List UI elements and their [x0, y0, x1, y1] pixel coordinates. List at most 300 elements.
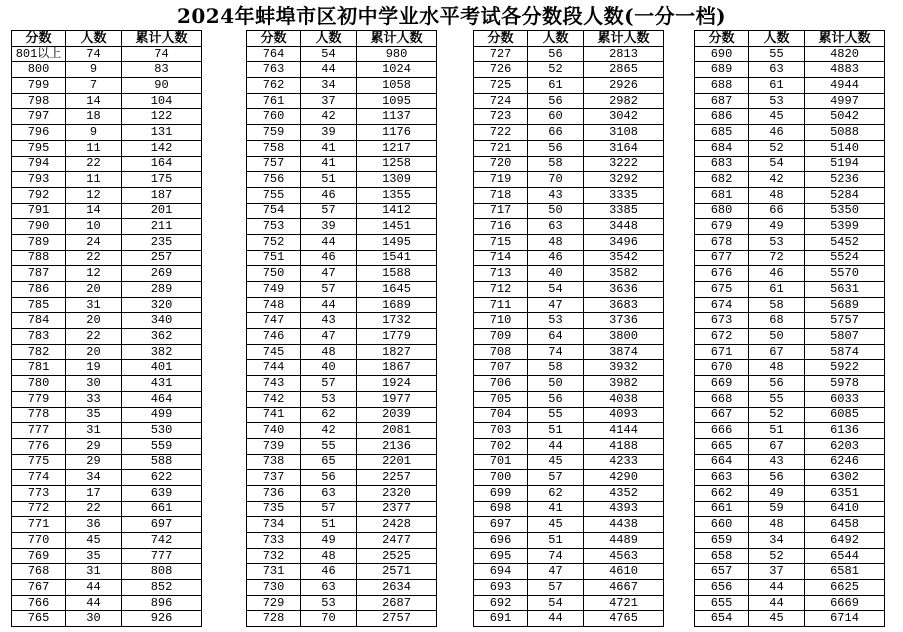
table-row — [695, 172, 885, 188]
count-cell: 12 — [66, 266, 122, 282]
count-cell: 52 — [528, 62, 584, 78]
count-cell: 64 — [528, 329, 584, 345]
table-row — [695, 297, 885, 313]
score-cell: 775 — [12, 454, 66, 470]
count-cell: 67 — [749, 344, 805, 360]
count-cell: 48 — [749, 360, 805, 376]
score-cell: 675 — [695, 282, 749, 298]
count-cell: 57 — [528, 580, 584, 596]
score-cell: 792 — [12, 187, 66, 203]
score-cell: 777 — [12, 423, 66, 439]
cumulative-cell: 1217 — [357, 140, 437, 156]
score-cell: 689 — [695, 62, 749, 78]
score-cell: 727 — [474, 46, 528, 62]
cumulative-cell: 5350 — [805, 203, 885, 219]
count-cell: 30 — [66, 611, 122, 627]
cumulative-cell: 5140 — [805, 140, 885, 156]
score-cell: 733 — [247, 533, 301, 549]
cumulative-cell: 175 — [122, 172, 202, 188]
table-row — [695, 533, 885, 549]
table-row — [12, 391, 202, 407]
cumulative-cell: 5689 — [805, 297, 885, 313]
cumulative-cell: 530 — [122, 423, 202, 439]
count-cell: 11 — [66, 172, 122, 188]
count-cell: 43 — [528, 187, 584, 203]
cumulative-cell: 4883 — [805, 62, 885, 78]
count-cell: 62 — [301, 407, 357, 423]
count-cell: 66 — [749, 203, 805, 219]
count-cell: 63 — [301, 485, 357, 501]
score-cell: 680 — [695, 203, 749, 219]
count-cell: 55 — [301, 438, 357, 454]
table-row — [695, 454, 885, 470]
score-cell: 710 — [474, 313, 528, 329]
table-row — [247, 438, 437, 454]
score-cell: 665 — [695, 438, 749, 454]
score-cell: 780 — [12, 376, 66, 392]
count-cell: 42 — [301, 423, 357, 439]
score-cell: 696 — [474, 533, 528, 549]
cumulative-cell: 4438 — [584, 517, 664, 533]
table-row — [12, 564, 202, 580]
cumulative-cell: 5399 — [805, 219, 885, 235]
score-cell: 686 — [695, 109, 749, 125]
count-cell: 50 — [528, 376, 584, 392]
score-cell: 664 — [695, 454, 749, 470]
table-row — [474, 595, 664, 611]
table-row — [247, 140, 437, 156]
table-row — [12, 517, 202, 533]
table-row — [12, 172, 202, 188]
table-row — [695, 485, 885, 501]
score-cell: 716 — [474, 219, 528, 235]
score-cell: 738 — [247, 454, 301, 470]
table-row — [695, 391, 885, 407]
score-cell: 755 — [247, 187, 301, 203]
score-cell: 663 — [695, 470, 749, 486]
count-cell: 56 — [528, 46, 584, 62]
table-row — [695, 219, 885, 235]
table-row — [695, 78, 885, 94]
score-cell: 726 — [474, 62, 528, 78]
table-row — [247, 407, 437, 423]
table-row — [247, 564, 437, 580]
cumulative-cell: 6669 — [805, 595, 885, 611]
cumulative-cell: 3292 — [584, 172, 664, 188]
count-cell: 22 — [66, 156, 122, 172]
count-cell: 59 — [749, 501, 805, 517]
header-count: 人数 — [301, 31, 357, 47]
table-row — [247, 501, 437, 517]
header-cumulative: 累计人数 — [122, 31, 202, 47]
cumulative-cell: 4352 — [584, 485, 664, 501]
score-cell: 722 — [474, 125, 528, 141]
table-row — [247, 156, 437, 172]
score-cell: 744 — [247, 360, 301, 376]
table-row — [695, 595, 885, 611]
table-row — [474, 360, 664, 376]
cumulative-cell: 2201 — [357, 454, 437, 470]
cumulative-cell: 4610 — [584, 564, 664, 580]
cumulative-cell: 464 — [122, 391, 202, 407]
cumulative-cell: 4093 — [584, 407, 664, 423]
score-cell: 795 — [12, 140, 66, 156]
count-cell: 46 — [749, 266, 805, 282]
header-cumulative: 累计人数 — [357, 31, 437, 47]
cumulative-cell: 90 — [122, 78, 202, 94]
table-row — [247, 376, 437, 392]
cumulative-cell: 340 — [122, 313, 202, 329]
cumulative-cell: 4038 — [584, 391, 664, 407]
count-cell: 54 — [528, 595, 584, 611]
cumulative-cell: 3222 — [584, 156, 664, 172]
cumulative-cell: 5631 — [805, 282, 885, 298]
count-cell: 45 — [66, 533, 122, 549]
score-cell: 662 — [695, 485, 749, 501]
cumulative-cell: 1924 — [357, 376, 437, 392]
table-row — [12, 93, 202, 109]
count-cell: 45 — [528, 517, 584, 533]
table-row — [12, 187, 202, 203]
table-row — [247, 172, 437, 188]
table-row — [12, 438, 202, 454]
table-row — [247, 313, 437, 329]
score-cell: 749 — [247, 282, 301, 298]
score-cell: 731 — [247, 564, 301, 580]
table-row — [695, 109, 885, 125]
count-cell: 48 — [301, 548, 357, 564]
table-row — [12, 533, 202, 549]
cumulative-cell: 362 — [122, 329, 202, 345]
score-cell: 798 — [12, 93, 66, 109]
score-cell: 758 — [247, 140, 301, 156]
score-cell: 757 — [247, 156, 301, 172]
table-row — [695, 423, 885, 439]
score-cell: 654 — [695, 611, 749, 627]
table-row — [474, 438, 664, 454]
count-cell: 47 — [528, 564, 584, 580]
count-cell: 45 — [749, 611, 805, 627]
cumulative-cell: 2525 — [357, 548, 437, 564]
table-row — [474, 125, 664, 141]
score-cell: 800 — [12, 62, 66, 78]
score-cell: 729 — [247, 595, 301, 611]
table-row — [474, 548, 664, 564]
cumulative-cell: 1645 — [357, 282, 437, 298]
cumulative-cell: 1588 — [357, 266, 437, 282]
score-cell: 734 — [247, 517, 301, 533]
table-row — [474, 501, 664, 517]
cumulative-cell: 1176 — [357, 125, 437, 141]
score-cell: 673 — [695, 313, 749, 329]
score-cell: 717 — [474, 203, 528, 219]
cumulative-cell: 431 — [122, 376, 202, 392]
table-row — [474, 611, 664, 627]
count-cell: 45 — [528, 454, 584, 470]
table-row — [474, 580, 664, 596]
score-cell: 781 — [12, 360, 66, 376]
score-cell: 682 — [695, 172, 749, 188]
cumulative-cell: 3800 — [584, 329, 664, 345]
table-row — [474, 329, 664, 345]
score-cell: 769 — [12, 548, 66, 564]
score-cell: 698 — [474, 501, 528, 517]
score-cell: 801以上 — [12, 46, 66, 62]
table-row — [247, 62, 437, 78]
cumulative-cell: 639 — [122, 485, 202, 501]
count-cell: 61 — [528, 78, 584, 94]
score-table-4 — [694, 30, 885, 627]
score-cell: 763 — [247, 62, 301, 78]
table-row — [474, 140, 664, 156]
cumulative-cell: 289 — [122, 282, 202, 298]
score-cell: 767 — [12, 580, 66, 596]
header-score: 分数 — [474, 31, 528, 47]
table-row — [695, 313, 885, 329]
score-cell: 747 — [247, 313, 301, 329]
count-cell: 48 — [749, 517, 805, 533]
score-cell: 707 — [474, 360, 528, 376]
table-row — [474, 62, 664, 78]
cumulative-cell: 896 — [122, 595, 202, 611]
count-cell: 49 — [301, 533, 357, 549]
cumulative-cell: 3542 — [584, 250, 664, 266]
table-row — [474, 187, 664, 203]
table-row — [247, 517, 437, 533]
count-cell: 48 — [528, 234, 584, 250]
table-row — [474, 376, 664, 392]
cumulative-cell: 2428 — [357, 517, 437, 533]
count-cell: 22 — [66, 329, 122, 345]
cumulative-cell: 5570 — [805, 266, 885, 282]
score-cell: 773 — [12, 485, 66, 501]
table-row — [12, 485, 202, 501]
count-cell: 57 — [301, 282, 357, 298]
table-row — [247, 470, 437, 486]
cumulative-cell: 2039 — [357, 407, 437, 423]
table-row — [247, 391, 437, 407]
score-cell: 677 — [695, 250, 749, 266]
score-cell: 688 — [695, 78, 749, 94]
count-cell: 14 — [66, 93, 122, 109]
cumulative-cell: 4144 — [584, 423, 664, 439]
count-cell: 63 — [749, 62, 805, 78]
header-count: 人数 — [749, 31, 805, 47]
cumulative-cell: 1451 — [357, 219, 437, 235]
table-row — [247, 282, 437, 298]
count-cell: 56 — [749, 470, 805, 486]
table-row — [247, 203, 437, 219]
cumulative-cell: 3448 — [584, 219, 664, 235]
count-cell: 44 — [749, 595, 805, 611]
cumulative-cell: 2477 — [357, 533, 437, 549]
table-row — [247, 533, 437, 549]
score-cell: 748 — [247, 297, 301, 313]
score-cell: 703 — [474, 423, 528, 439]
table-row — [695, 376, 885, 392]
count-cell: 34 — [301, 78, 357, 94]
cumulative-cell: 74 — [122, 46, 202, 62]
score-cell: 756 — [247, 172, 301, 188]
count-cell: 49 — [749, 485, 805, 501]
table-row — [247, 611, 437, 627]
score-cell: 766 — [12, 595, 66, 611]
score-cell: 684 — [695, 140, 749, 156]
count-cell: 61 — [749, 78, 805, 94]
score-cell: 690 — [695, 46, 749, 62]
score-cell: 669 — [695, 376, 749, 392]
cumulative-cell: 4944 — [805, 78, 885, 94]
cumulative-cell: 1058 — [357, 78, 437, 94]
table-row — [474, 219, 664, 235]
cumulative-cell: 4393 — [584, 501, 664, 517]
cumulative-cell: 6351 — [805, 485, 885, 501]
table-row — [474, 407, 664, 423]
score-cell: 666 — [695, 423, 749, 439]
count-cell: 43 — [749, 454, 805, 470]
table-row — [247, 423, 437, 439]
count-cell: 50 — [528, 203, 584, 219]
score-cell: 797 — [12, 109, 66, 125]
cumulative-cell: 3683 — [584, 297, 664, 313]
cumulative-cell: 6581 — [805, 564, 885, 580]
score-cell: 695 — [474, 548, 528, 564]
cumulative-cell: 3108 — [584, 125, 664, 141]
cumulative-cell: 697 — [122, 517, 202, 533]
page-title: 2024年蚌埠市区初中学业水平考试各分数段人数(一分一档) — [176, 4, 727, 28]
count-cell: 54 — [301, 46, 357, 62]
score-cell: 772 — [12, 501, 66, 517]
count-cell: 34 — [66, 470, 122, 486]
cumulative-cell: 3385 — [584, 203, 664, 219]
score-cell: 692 — [474, 595, 528, 611]
cumulative-cell: 201 — [122, 203, 202, 219]
score-cell: 670 — [695, 360, 749, 376]
count-cell: 44 — [528, 438, 584, 454]
count-cell: 40 — [301, 360, 357, 376]
score-cell: 660 — [695, 517, 749, 533]
count-cell: 65 — [301, 454, 357, 470]
table-row — [474, 78, 664, 94]
table-row — [474, 282, 664, 298]
count-cell: 62 — [528, 485, 584, 501]
cumulative-cell: 2377 — [357, 501, 437, 517]
count-cell: 37 — [301, 93, 357, 109]
count-cell: 51 — [528, 533, 584, 549]
count-cell: 20 — [66, 282, 122, 298]
count-cell: 31 — [66, 297, 122, 313]
score-cell: 713 — [474, 266, 528, 282]
table-row — [695, 125, 885, 141]
score-cell: 683 — [695, 156, 749, 172]
cumulative-cell: 3636 — [584, 282, 664, 298]
count-cell: 24 — [66, 234, 122, 250]
cumulative-cell: 5807 — [805, 329, 885, 345]
cumulative-cell: 1867 — [357, 360, 437, 376]
score-cell: 667 — [695, 407, 749, 423]
score-cell: 671 — [695, 344, 749, 360]
count-cell: 74 — [528, 344, 584, 360]
count-cell: 43 — [301, 313, 357, 329]
cumulative-cell: 6246 — [805, 454, 885, 470]
cumulative-cell: 6033 — [805, 391, 885, 407]
score-cell: 760 — [247, 109, 301, 125]
table-row — [247, 219, 437, 235]
count-cell: 53 — [301, 595, 357, 611]
count-cell: 68 — [749, 313, 805, 329]
score-cell: 715 — [474, 234, 528, 250]
cumulative-cell: 142 — [122, 140, 202, 156]
cumulative-cell: 6410 — [805, 501, 885, 517]
cumulative-cell: 2320 — [357, 485, 437, 501]
score-cell: 674 — [695, 297, 749, 313]
score-cell: 751 — [247, 250, 301, 266]
score-cell: 679 — [695, 219, 749, 235]
table-row — [12, 580, 202, 596]
table-row — [474, 517, 664, 533]
cumulative-cell: 187 — [122, 187, 202, 203]
table-row — [247, 360, 437, 376]
count-cell: 31 — [66, 423, 122, 439]
table-row — [12, 234, 202, 250]
count-cell: 56 — [749, 376, 805, 392]
score-cell: 799 — [12, 78, 66, 94]
table-row — [695, 548, 885, 564]
count-cell: 20 — [66, 344, 122, 360]
table-row — [12, 46, 202, 62]
header-row — [695, 31, 885, 47]
table-row — [474, 46, 664, 62]
cumulative-cell: 1779 — [357, 329, 437, 345]
count-cell: 51 — [528, 423, 584, 439]
count-cell: 67 — [749, 438, 805, 454]
table-row — [695, 156, 885, 172]
table-row — [247, 250, 437, 266]
score-cell: 705 — [474, 391, 528, 407]
score-cell: 702 — [474, 438, 528, 454]
cumulative-cell: 269 — [122, 266, 202, 282]
cumulative-cell: 6136 — [805, 423, 885, 439]
table-row — [12, 250, 202, 266]
score-cell: 791 — [12, 203, 66, 219]
cumulative-cell: 235 — [122, 234, 202, 250]
score-cell: 790 — [12, 219, 66, 235]
score-cell: 796 — [12, 125, 66, 141]
score-cell: 658 — [695, 548, 749, 564]
table-row — [695, 93, 885, 109]
count-cell: 51 — [301, 172, 357, 188]
header-score: 分数 — [12, 31, 66, 47]
score-cell: 735 — [247, 501, 301, 517]
table-row — [12, 282, 202, 298]
count-cell: 29 — [66, 438, 122, 454]
cumulative-cell: 4765 — [584, 611, 664, 627]
count-cell: 42 — [749, 172, 805, 188]
cumulative-cell: 382 — [122, 344, 202, 360]
count-cell: 34 — [749, 533, 805, 549]
score-cell: 719 — [474, 172, 528, 188]
cumulative-cell: 5922 — [805, 360, 885, 376]
table-row — [695, 438, 885, 454]
score-cell: 668 — [695, 391, 749, 407]
table-row — [12, 62, 202, 78]
count-cell: 74 — [66, 46, 122, 62]
count-cell: 56 — [528, 391, 584, 407]
header-score: 分数 — [695, 31, 749, 47]
table-row — [474, 234, 664, 250]
cumulative-cell: 5284 — [805, 187, 885, 203]
count-cell: 46 — [749, 125, 805, 141]
